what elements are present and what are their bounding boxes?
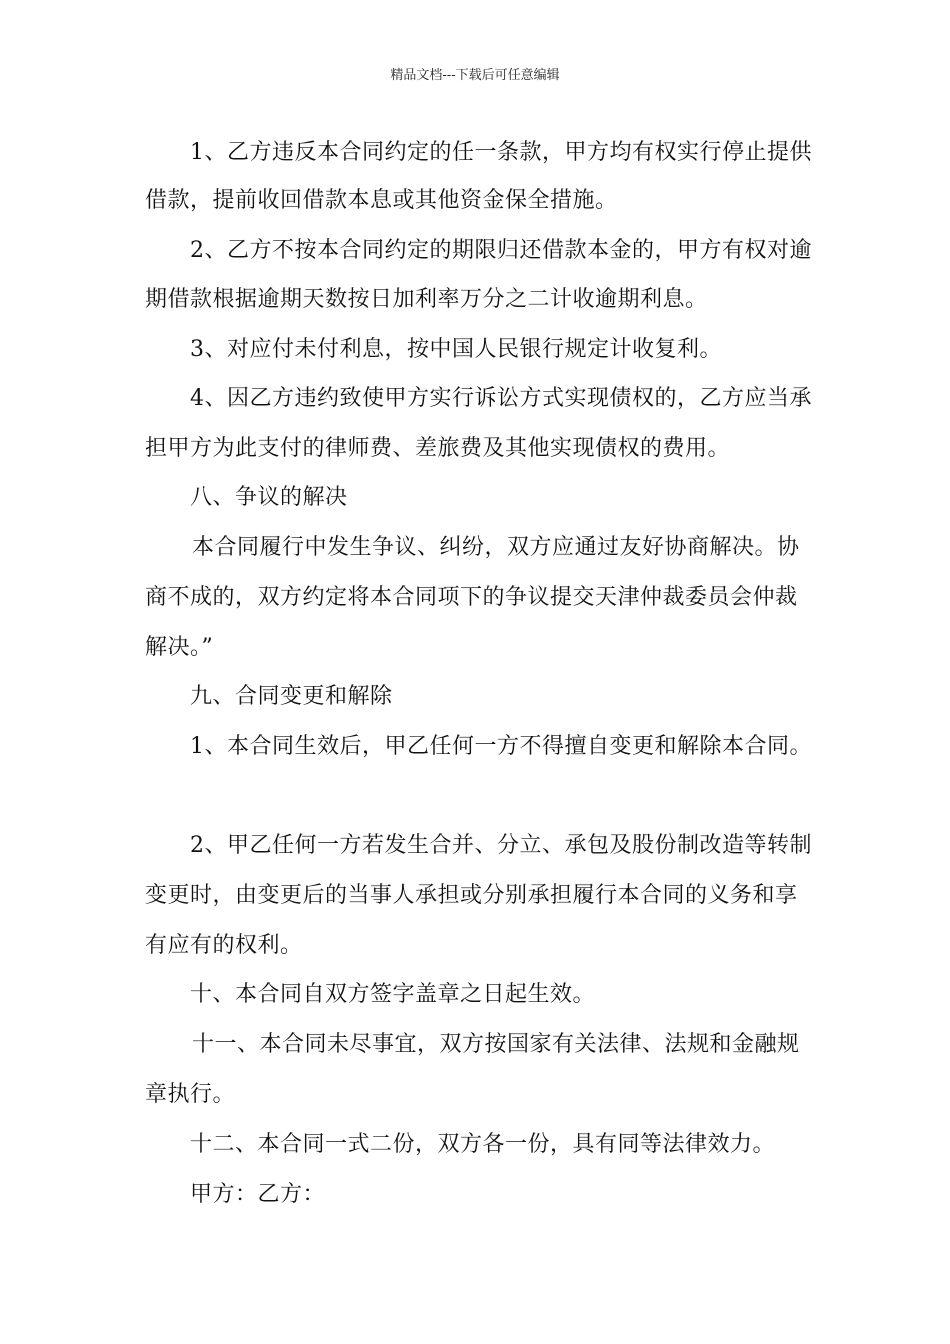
text-line: 本合同履行中发生争议、纠纷，双方应通过友好协商解决。协 <box>192 535 800 560</box>
text-line: 担甲方为此支付的律师费、差旅费及其他实现债权的费用。 <box>145 436 731 461</box>
text-line: 商不成的，双方约定将本合同项下的争议提交天津仲裁委员会仲裁 <box>145 585 798 610</box>
text-line: 1、本合同生效后，甲乙任何一方不得擅自变更和解除本合同。 <box>190 734 812 759</box>
section-heading: 十一、本合同未尽事宜，双方按国家有关法律、法规和金融规 <box>192 1032 800 1057</box>
page-header: 精品文档---下载后可任意编辑 <box>390 68 560 83</box>
section-heading: 八、争议的解决 <box>190 485 348 510</box>
text-line: 解决。” <box>145 635 214 660</box>
text-line: 2、甲乙任何一方若发生合并、分立、承包及股份制改造等转制 <box>190 833 812 858</box>
text-line: 期借款根据逾期天数按日加利率万分之二计收逾期利息。 <box>145 287 708 312</box>
text-line: 3、对应付未付利息，按中国人民银行规定计收复利。 <box>190 337 722 362</box>
section-heading: 十、本合同自双方签字盖章之日起生效。 <box>190 982 596 1007</box>
text-line: 有应有的权利。 <box>145 933 303 958</box>
text-line: 借款，提前收回借款本息或其他资金保全措施。 <box>145 188 618 213</box>
text-line: 2、乙方不按本合同约定的期限归还借款本金的，甲方有权对逾 <box>190 238 812 263</box>
text-line: 1、乙方违反本合同约定的任一条款，甲方均有权实行停止提供 <box>190 140 812 165</box>
text-line: 章执行。 <box>145 1082 236 1107</box>
text-line: 4、因乙方违约致使甲方实行诉讼方式实现债权的，乙方应当承 <box>190 386 812 411</box>
section-heading: 十二、本合同一式二份，双方各一份，具有同等法律效力。 <box>190 1132 776 1157</box>
section-heading: 九、合同变更和解除 <box>190 684 393 709</box>
signature-line: 甲方：乙方： <box>190 1182 326 1207</box>
text-line: 变更时，由变更后的当事人承担或分别承担履行本合同的义务和享 <box>145 883 798 908</box>
